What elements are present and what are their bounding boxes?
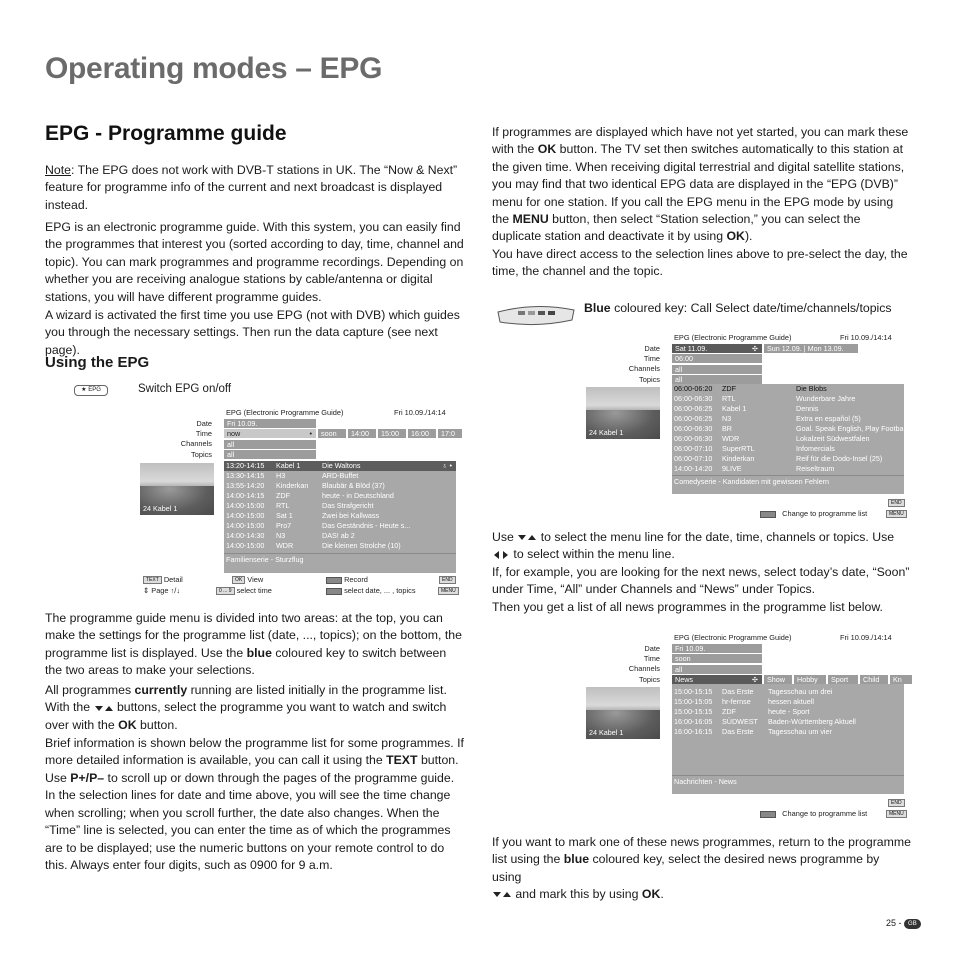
time-field[interactable]: soon [672, 654, 762, 663]
topic-opt-child[interactable]: Child [860, 675, 888, 684]
label-date: Date [644, 344, 660, 353]
programmes-paragraph: All programmes currently running are listed initially in the programme list. With the buttons, select the programme you want to watch and switch over with the OK button. [45, 683, 447, 732]
switch-epg-text: Switch EPG on/off [138, 383, 232, 395]
use-arrows-paragraph: Use to select the menu line for the date, time, channels or topics. Use to select within the menu line. [492, 530, 895, 562]
note-label: Note [45, 163, 71, 177]
page-key-icon: ⇕ [143, 586, 150, 595]
topics-field[interactable]: News ✣ [672, 675, 762, 684]
programme-list[interactable]: 15:00-15:15 Das Erste Tagesschau um drei 15:00-15:05 hr-fernse hessen aktuell 15:00-15:15 ZDF heute - Sport 16:00-16:05 SÜDWEST Baden-Württemberg Aktuell 16:00-16:15 Das Erste Tagesschau um vier Nachrichten - News [672, 684, 904, 794]
thumb-caption: 24 Kabel 1 [589, 428, 624, 437]
legend-detail: TEXT Detail [143, 575, 183, 584]
screen-datetime: Fri 10.09./14:14 [840, 333, 892, 342]
label-date: Date [644, 644, 660, 653]
screen-datetime: Fri 10.09./14:14 [840, 633, 892, 642]
date-field[interactable]: Fri 10.09. [672, 644, 762, 653]
mark-news-paragraph: If you want to mark one of these news programmes, return to the programme list using the blue coloured key, select the desired news programme by using and mark this by using OK. [492, 835, 911, 902]
time-opt-1700[interactable]: 17:0 [438, 429, 462, 438]
time-field[interactable]: now • [224, 429, 316, 438]
intro-paragraph: EPG is an electronic programme guide. With this system, you can easily find the programmes that interest you (sorted according to day, time, channel and topic). You can mark programmes and programme recordings. Depending on whether you are receiving analogue stations by cable/antenna or digital stations, you will have different programme guides. [45, 220, 464, 304]
time-opt-1600[interactable]: 16:00 [408, 429, 436, 438]
label-channels: Channels [628, 664, 660, 673]
page-number: 25 - GB [886, 918, 921, 929]
label-topics: Topics [639, 675, 660, 684]
legend-select-date: select date, ... , topics [326, 586, 416, 595]
topic-opt-kn[interactable]: Kn [890, 675, 912, 684]
text-key-icon: TEXT [143, 576, 162, 584]
news-example-paragraph: If, for example, you are looking for the next news, select today’s date, “Soon” under Time, “All” under Channels and “News” under Topics. [492, 565, 910, 597]
page-title: Operating modes – EPG [45, 52, 383, 85]
tv-preview-thumbnail [140, 463, 214, 515]
epg-screen-3 [586, 630, 912, 820]
num-keys-icon: 0 ... 9 [216, 587, 235, 595]
time-field[interactable]: 06:00 [672, 354, 762, 363]
time-opt-1500[interactable]: 15:00 [378, 429, 406, 438]
date-field[interactable]: Fri 10.09. [224, 419, 316, 428]
arrow-up-icon [503, 892, 511, 897]
legend-page: ⇕ Page ↑/↓ [143, 586, 181, 595]
epg-key-label: EPG [88, 387, 101, 393]
screen-title: EPG (Electronic Programme Guide) [226, 408, 344, 417]
tv-preview-thumbnail [586, 687, 660, 739]
time-opt-soon[interactable]: soon [318, 429, 346, 438]
topic-opt-hobby[interactable]: Hobby [794, 675, 826, 684]
label-channels: Channels [180, 439, 212, 448]
programme-list[interactable]: 13:20-14:15 Kabel 1 Die Waltons ♁ • 13:30-14:15 H3 ARD-Buffet 13:55-14:20 Kinderkan Blaubär & Blöd (37) 14:00-14:15 ZDF heute - in Deutschland 14:00-15:00 RTL Das Strafgericht 14:00-15:00 Sat 1 Zwei bei Kallwass 14:00-15:00 Pro7 Das Geständnis - Heute s... 14:00-14:30 N3 DAS! ab 2 14:00-15:00 WDR Die kleinen Strolche (10) Familienserie - Sturzflug [224, 461, 456, 573]
direct-access-paragraph: You have direct access to the selection lines above to pre-select the day, the time, the channel and the topic. [492, 247, 908, 279]
arrow-right-icon [503, 551, 508, 559]
ok-key-icon: OK [232, 576, 245, 584]
channels-field[interactable]: all [672, 365, 762, 374]
screen-datetime: Fri 10.09./14:14 [394, 408, 446, 417]
cursor-icon: ✣ [751, 344, 758, 353]
epg-screen-2 [586, 330, 912, 520]
language-badge: GB [904, 919, 921, 929]
label-channels: Channels [628, 364, 660, 373]
note-paragraph [45, 162, 465, 214]
cursor-icon: ✣ [751, 675, 758, 684]
subheading-using-epg: Using the EPG [45, 354, 150, 371]
channels-field[interactable]: all [224, 440, 316, 449]
channels-field[interactable]: all [672, 665, 762, 674]
arrow-up-icon [105, 706, 113, 711]
label-time: Time [195, 429, 212, 438]
screen-title: EPG (Electronic Programme Guide) [674, 333, 792, 342]
arrow-down-icon [95, 706, 103, 711]
mark-programmes-paragraph: If programmes are displayed which have not yet started, you can mark these with the OK button. The TV set then switches automatically to this station at the given time. When receiving digital terrestrial and digital satellite stations, you may find that two identical EPG data are displayed in the “EPG (DVB)” menu for one station. If you call the EPG menu in the EPG mode by using the MENU button, then select “Station selection,” you can select the duplicate station and deactivate it by using OK). [492, 125, 909, 244]
brief-info-paragraph: Brief information is shown below the programme list for some programmes. If more detailed information is available, you can call it using the TEXT button. [45, 736, 464, 768]
blue-key-icon [760, 511, 776, 518]
menu-key-icon: MENU [886, 509, 907, 518]
legend-select-time: 0 ... 9 select time [216, 586, 272, 595]
label-time: Time [643, 354, 660, 363]
programme-info: Comedyserie - Kandidaten mit gewissen Fehlern [672, 475, 904, 488]
scroll-paragraph: Use P+/P– to scroll up or down through the pages of the programme guide. In the selection lines for date and time above, you will see the time change when scrolling; when you scroll further, the date also changes. When the “Time” line is selected, you can enter the time as of which the programmes are to be displayed; use the numeric buttons on your remote control to do this. Always enter four digits, such as 0900 for 9 a.m. [45, 771, 455, 873]
topic-opt-sport[interactable]: Sport [828, 675, 858, 684]
time-value: now [227, 429, 241, 438]
change-to-list: Change to programme list [760, 809, 867, 818]
epg-key-icon: ★ EPG [74, 385, 108, 396]
label-time: Time [643, 654, 660, 663]
news-list-paragraph: Then you get a list of all news programmes in the programme list below. [492, 600, 883, 614]
end-key-icon: END [888, 498, 905, 507]
date-field[interactable]: Sat 11.09. ✣ [672, 344, 762, 353]
arrow-down-icon [518, 535, 526, 540]
record-mark-icon: ♁ • [442, 461, 452, 470]
note-text: : The EPG does not work with DVB-T stations in UK. The “Now & Next” feature for programme info of the current and next broadcast is displayed instead. [45, 163, 458, 212]
arrow-left-icon [494, 551, 499, 559]
arrow-down-icon [493, 892, 501, 897]
screen-title: EPG (Electronic Programme Guide) [674, 633, 792, 642]
tv-preview-thumbnail [586, 387, 660, 439]
topics-field[interactable]: all [672, 375, 762, 384]
label-topics: Topics [191, 450, 212, 459]
date-options[interactable]: Sun 12.09. | Mon 13.09. [764, 344, 858, 353]
programme-info: Familienserie - Sturzflug [224, 553, 456, 566]
arrow-up-icon [528, 535, 536, 540]
time-opt-1400[interactable]: 14:00 [348, 429, 376, 438]
programme-list[interactable]: 06:00-06:20 ZDF Die Blobs 06:00-06:30 RTL Wunderbare Jahre 06:00-06:25 Kabel 1 Dennis 06:00-06:25 N3 Extra en español (5) 06:00-06:30 BR Goal. Speak English, Play Football 06:00-06:30 WDR Lokalzeit Südwestfalen 06:00-07:10 SuperRTL Infomercials 06:00-07:10 Kinderkan Reif für die Dodo-Insel (25) 14:00-14:20 9LIVE Reiseltraum Comedyserie - Kandidaten mit gewissen Fehlern [672, 384, 904, 494]
end-key-icon: END [439, 575, 456, 584]
menu-key-icon: MENU [886, 809, 907, 818]
blue-key-caption: Blue coloured key: Call Select date/time/channels/topics [584, 301, 892, 315]
label-topics: Topics [639, 375, 660, 384]
end-key-icon: END [888, 798, 905, 807]
wizard-paragraph: A wizard is activated the first time you use EPG (not with DVB) which guides you through the necessary settings. Then run the data capture (see next page). [45, 308, 460, 357]
thumb-caption: 24 Kabel 1 [143, 504, 178, 513]
change-to-list: Change to programme list [760, 509, 867, 518]
epg-screen-1 [140, 405, 465, 600]
blue-key-icon [326, 588, 342, 595]
programme-info: Nachrichten - News [672, 775, 904, 788]
legend-record: Record [326, 575, 368, 584]
topic-opt-show[interactable]: Show [764, 675, 792, 684]
section-title: EPG - Programme guide [45, 122, 287, 145]
menu-key-icon: MENU [438, 586, 459, 595]
blue-key-icon [760, 811, 776, 818]
topics-field[interactable]: all [224, 450, 316, 459]
red-key-icon [326, 577, 342, 584]
guide-areas-paragraph: The programme guide menu is divided into two areas: at the top, you can make the settings for the programme list (date, ..., topics); on the bottom, the programme list is displayed. Use the blue coloured key to switch between the two areas to make your selections. [45, 611, 462, 678]
remote-control-icon [496, 304, 576, 326]
label-date: Date [196, 419, 212, 428]
thumb-caption: 24 Kabel 1 [589, 728, 624, 737]
programme-row[interactable]: 13:20-14:15 Kabel 1 Die Waltons ♁ • [224, 461, 456, 471]
legend-view: OK View [232, 575, 263, 584]
